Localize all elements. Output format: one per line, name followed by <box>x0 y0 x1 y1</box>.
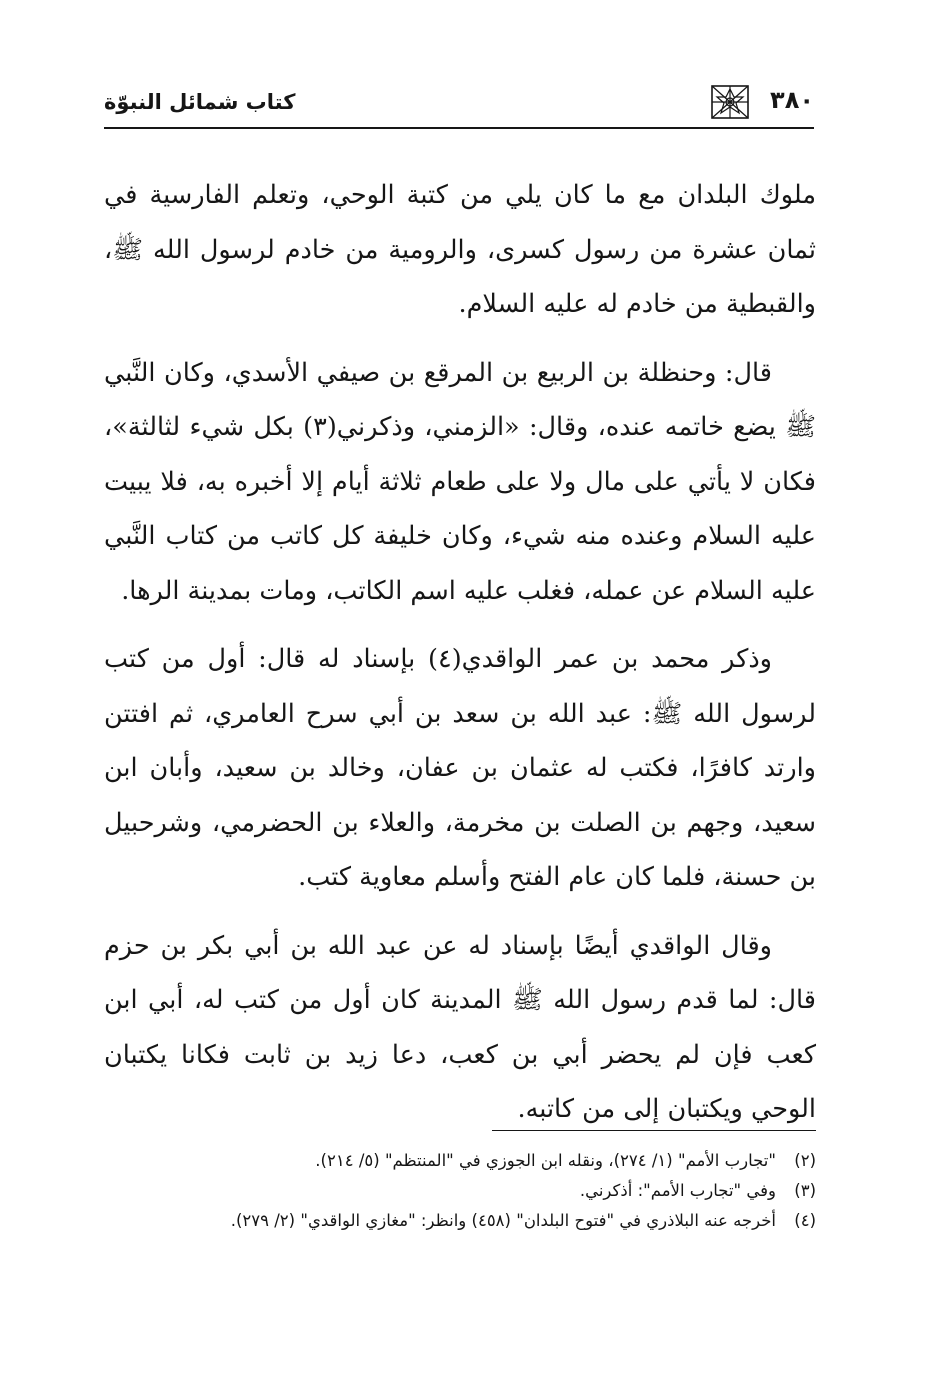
paragraph: وذكر محمد بن عمر الواقدي(٤) بإسناد له قال: أول من كتب لرسول الله ﷺ: عبد الله بن سعد بن أبي سرح العامري، ثم افتتن وارتد كافرًا، فكتب له عثمان بن عفان، وخالد بن سعيد، وأبان ابن سعيد، وجهم بن الصلت بن مخرمة، والعلاء بن الحضرمي، وشرحبيل بن حسنة، فلما كان عام الفتح وأسلم معاوية كتب. <box>104 644 816 892</box>
footnote-number: (٣) <box>794 1181 816 1200</box>
main-text <box>104 168 816 1151</box>
footnote <box>104 1206 816 1236</box>
page-header <box>104 82 814 126</box>
footnote-divider <box>492 1130 816 1131</box>
paragraph: ملوك البلدان مع ما كان يلي من كتبة الوحي، وتعلم الفارسية في ثمان عشرة من رسول كسرى، والرومية من خادم لرسول الله ﷺ، والقبطية من خادم له عليه السلام. <box>104 180 816 319</box>
footnote-number: (٤) <box>794 1211 816 1230</box>
footnote <box>104 1176 816 1206</box>
book-title: كتاب شمائل النبوّة <box>104 90 296 114</box>
footnote-text: وفي "تجارب الأمم": أذكرني. <box>579 1181 776 1200</box>
paragraph: قال: وحنظلة بن الربيع بن المرقع بن صيفي الأسدي، وكان النَّبي ﷺ يضع خاتمه عنده، وقال: «الزمني، وذكرني(٣) بكل شيء لثالثة»، فكان لا يأتي على مال ولا على طعام ثلاثة أيام إلا أخبره به، فلا يبيت عليه السلام وعنده منه شيء، وكان خليفة كل كاتب من كتاب النَّبي عليه السلام عن عمله، فغلب عليه اسم الكاتب، ومات بمدينة الرها. <box>104 357 816 606</box>
footnotes <box>104 1146 816 1236</box>
star-ornament-icon <box>710 84 750 120</box>
footnote <box>104 1146 816 1176</box>
header-divider <box>104 127 814 129</box>
footnote-number: (٢) <box>794 1151 816 1170</box>
page-number: ٣٨٠ <box>770 86 814 114</box>
paragraph: وقال الواقدي أيضًا بإسناد له عن عبد الله بن أبي بكر بن حزم قال: لما قدم رسول الله ﷺ المدينة كان أول من كتب له، أبي ابن كعب فإن لم يحضر أبي بن كعب، دعا زيد بن ثابت فكانا يكتبان الوحي ويكتبان إلى من كاتبه. <box>104 930 816 1124</box>
footnote-text: "تجارب الأمم" (١/ ٢٧٤)، ونقله ابن الجوزي في "المنتظم" (٥/ ٢١٤). <box>315 1151 776 1170</box>
footnote-text: أخرجه عنه البلاذري في "فتوح البلدان" (٤٥٨) وانظر: "مغازي الواقدي" (٢/ ٢٧٩). <box>230 1211 776 1230</box>
